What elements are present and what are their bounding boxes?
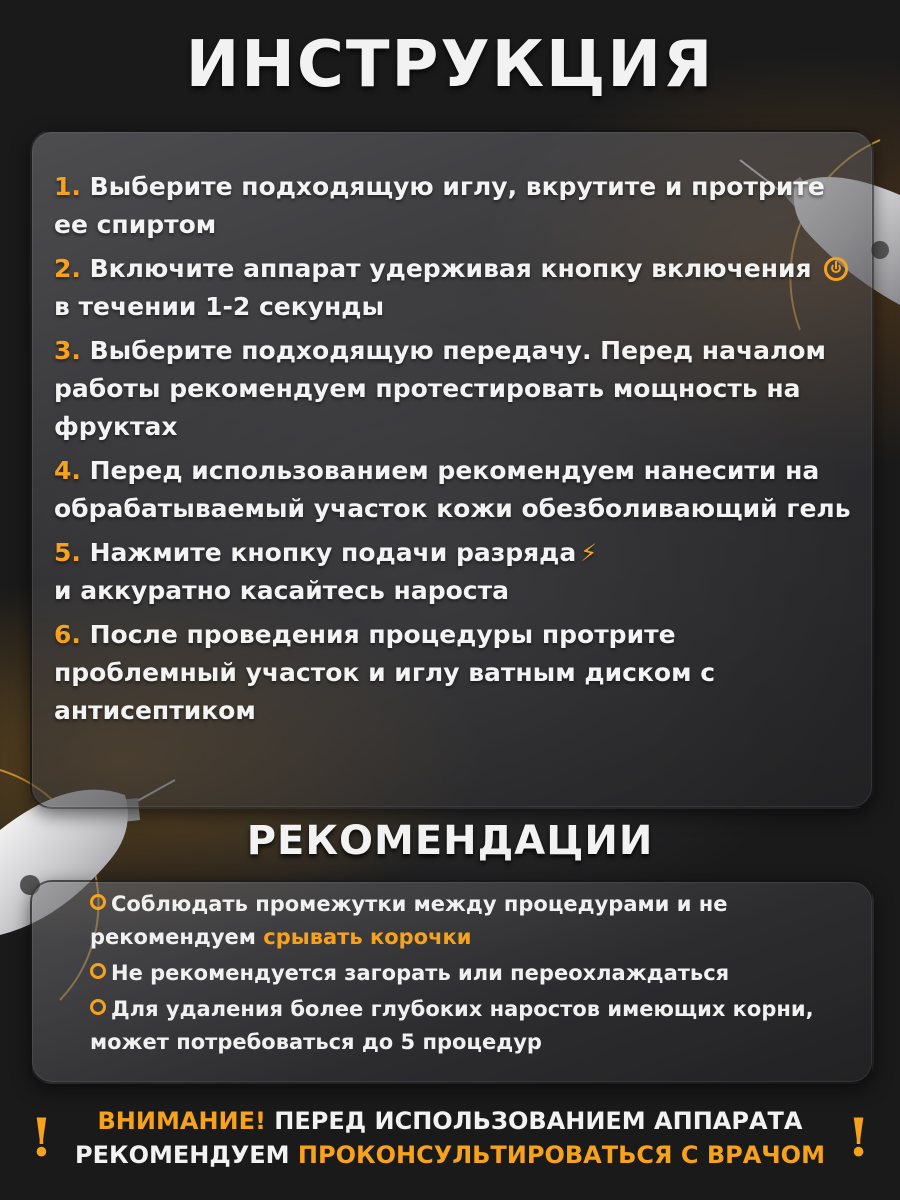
- recommendation-text: Соблюдать промежутки между процедурами и не рекомендуем: [90, 892, 728, 949]
- step-5: [54, 534, 854, 610]
- step-1: [54, 168, 854, 244]
- warning-line2: РЕКОМЕНДУЕМ: [75, 1141, 298, 1169]
- step-number: 6.: [54, 620, 81, 649]
- step-text: Включите аппарат удерживая кнопку включения: [89, 254, 812, 283]
- step-number: 1.: [54, 172, 81, 201]
- bullet-icon: [90, 894, 106, 910]
- warning-highlight: ВНИМАНИЕ!: [97, 1107, 266, 1135]
- bullet-icon: [90, 999, 106, 1015]
- page-title: ИНСТРУКЦИЯ: [185, 28, 715, 102]
- step-3: [54, 332, 854, 446]
- warning-left-icon: !: [30, 1108, 53, 1169]
- lightning-icon: ⚡: [580, 539, 598, 567]
- recommendation-item: [90, 993, 850, 1059]
- recommendations-list: [90, 888, 850, 1062]
- warning-highlight-2: ПРОКОНСУЛЬТИРОВАТЬСЯ С ВРАЧОМ: [297, 1141, 825, 1169]
- step-6: [54, 616, 854, 730]
- step-text: Перед использованием рекомендуем нанесити на обрабатываемый участок кожи обезболивающий гель: [54, 456, 851, 523]
- step-2: [54, 250, 854, 326]
- warning-text: [60, 1104, 840, 1172]
- recommendation-text: Не рекомендуется загорать или переохлаждаться: [111, 961, 730, 985]
- warning-right-icon: !: [847, 1108, 870, 1169]
- step-number: 2.: [54, 254, 81, 283]
- steps-list: [54, 168, 854, 736]
- power-icon: [824, 257, 848, 281]
- step-text: Нажмите кнопку подачи разряда: [89, 538, 577, 567]
- step-text: Выберите подходящую иглу, вкрутите и протрите ее спиртом: [54, 172, 825, 239]
- step-number: 5.: [54, 538, 81, 567]
- bullet-icon: [90, 963, 106, 979]
- step-number: 4.: [54, 456, 81, 485]
- recommendation-item: [90, 957, 850, 990]
- step-number: 3.: [54, 336, 81, 365]
- step-text: После проведения процедуры протрите проблемный участок и иглу ватным диском с антисептиком: [54, 620, 716, 725]
- step-text: в течении 1-2 секунды: [54, 292, 385, 321]
- step-text: и аккуратно касайтесь нароста: [54, 576, 509, 605]
- step-text: Выберите подходящую передачу. Перед началом работы рекомендуем протестировать мощность на фруктах: [54, 336, 826, 441]
- warning-line1: ПЕРЕД ИСПОЛЬЗОВАНИЕМ АППАРАТА: [265, 1107, 803, 1135]
- step-4: [54, 452, 854, 528]
- recommendations-title: РЕКОМЕНДАЦИИ: [246, 818, 654, 864]
- recommendation-text: Для удаления более глубоких наростов имеющих корни, может потребоваться до 5 процедур: [90, 997, 814, 1054]
- recommendation-item: [90, 888, 850, 954]
- recommendation-highlight: срывать корочки: [263, 925, 472, 949]
